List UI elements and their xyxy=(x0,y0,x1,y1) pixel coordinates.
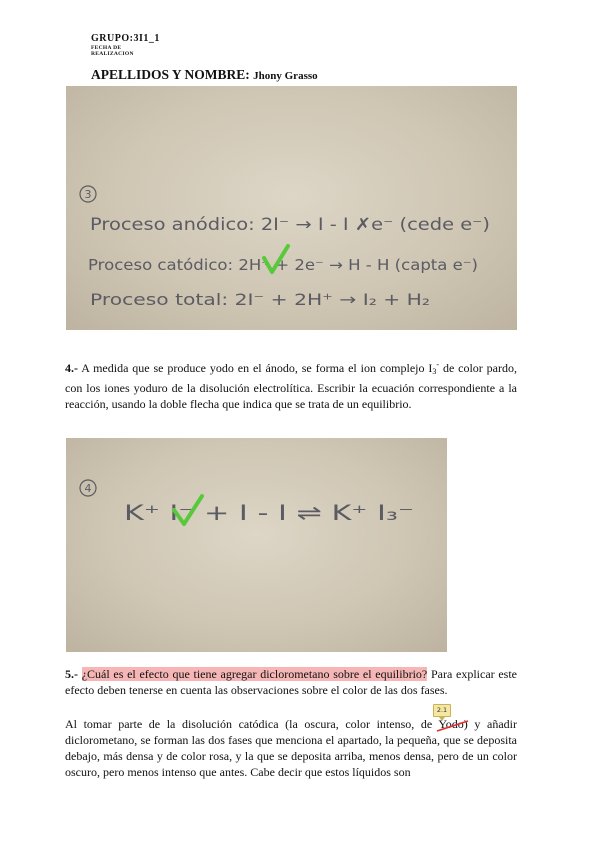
question-4-number: 4.- xyxy=(65,361,78,375)
question-4 xyxy=(65,357,517,412)
strike-mark-icon xyxy=(436,719,470,733)
date-label-1: FECHA DE xyxy=(91,45,122,51)
photo2-equation: K⁺ I⁻ + I - I ⇌ K⁺ I₃⁻ xyxy=(124,501,414,525)
question-4-text-a: A medida que se produce yodo en el ánodo, se forma el ion complejo I xyxy=(78,361,433,375)
handwritten-photo-1 xyxy=(66,86,517,330)
answer-text-a: Al tomar parte de la disolución catódica (la oscura, color intenso, de xyxy=(65,717,439,731)
photo1-number: 3 xyxy=(84,188,92,201)
struck-word[interactable] xyxy=(438,717,467,731)
group-label: GRUPO:3I1_1 xyxy=(91,33,160,44)
name-label: APELLIDOS Y NOMBRE: xyxy=(91,67,250,82)
question-5 xyxy=(65,666,517,698)
struck-word-text: Yodo) xyxy=(438,717,468,731)
photo2-number: 4 xyxy=(84,482,92,495)
answer-paragraph xyxy=(65,716,517,780)
handwritten-photo-2 xyxy=(66,438,447,652)
question-4-superscript: - xyxy=(436,360,440,369)
question-5-text: Para explicar este efecto deben tenerse en cuenta las observaciones sobre el color de las dos fases. xyxy=(65,667,517,697)
question-4-text-b: de color pardo, con los iones yoduro de la disolución electrolítica. Escribir la ecuación correspondiente a la reacción, usando la doble flecha que indica que se trata de un equilibrio. xyxy=(65,361,517,411)
name-line xyxy=(91,67,318,83)
question-4-subscript: 3 xyxy=(432,367,437,376)
photo1-line-total: Proceso total: 2I⁻ + 2H⁺ → I₂ + H₂ xyxy=(90,290,430,309)
highlighted-question[interactable]: ¿Cuál es el efecto que tiene agregar diclorometano sobre el equilibrio? xyxy=(81,667,428,681)
answer-text-b: y añadir diclorometano, se forman las dos fases que menciona el apartado, la pequeña, que se deposita debajo, más densa y de color rosa, y la que se deposita arriba, menos densa, pero de un color oscuro, pero menos intenso que antes. Cabe decir que estos líquidos son xyxy=(65,717,518,779)
date-label-2: REALIZACION xyxy=(91,51,134,57)
question-5-number: 5.- xyxy=(65,667,78,681)
photo1-line-anodic: Proceso anódico: 2I⁻ → I - I ✗e⁻ (cede e⁻) xyxy=(90,215,490,235)
comment-marker[interactable]: 2.1 xyxy=(433,704,451,717)
name-value: Jhony Grasso xyxy=(253,70,318,82)
photo1-line-cathodic: Proceso catódico: 2H⁺ + 2e⁻ → H - H (capta e⁻) xyxy=(88,256,478,274)
